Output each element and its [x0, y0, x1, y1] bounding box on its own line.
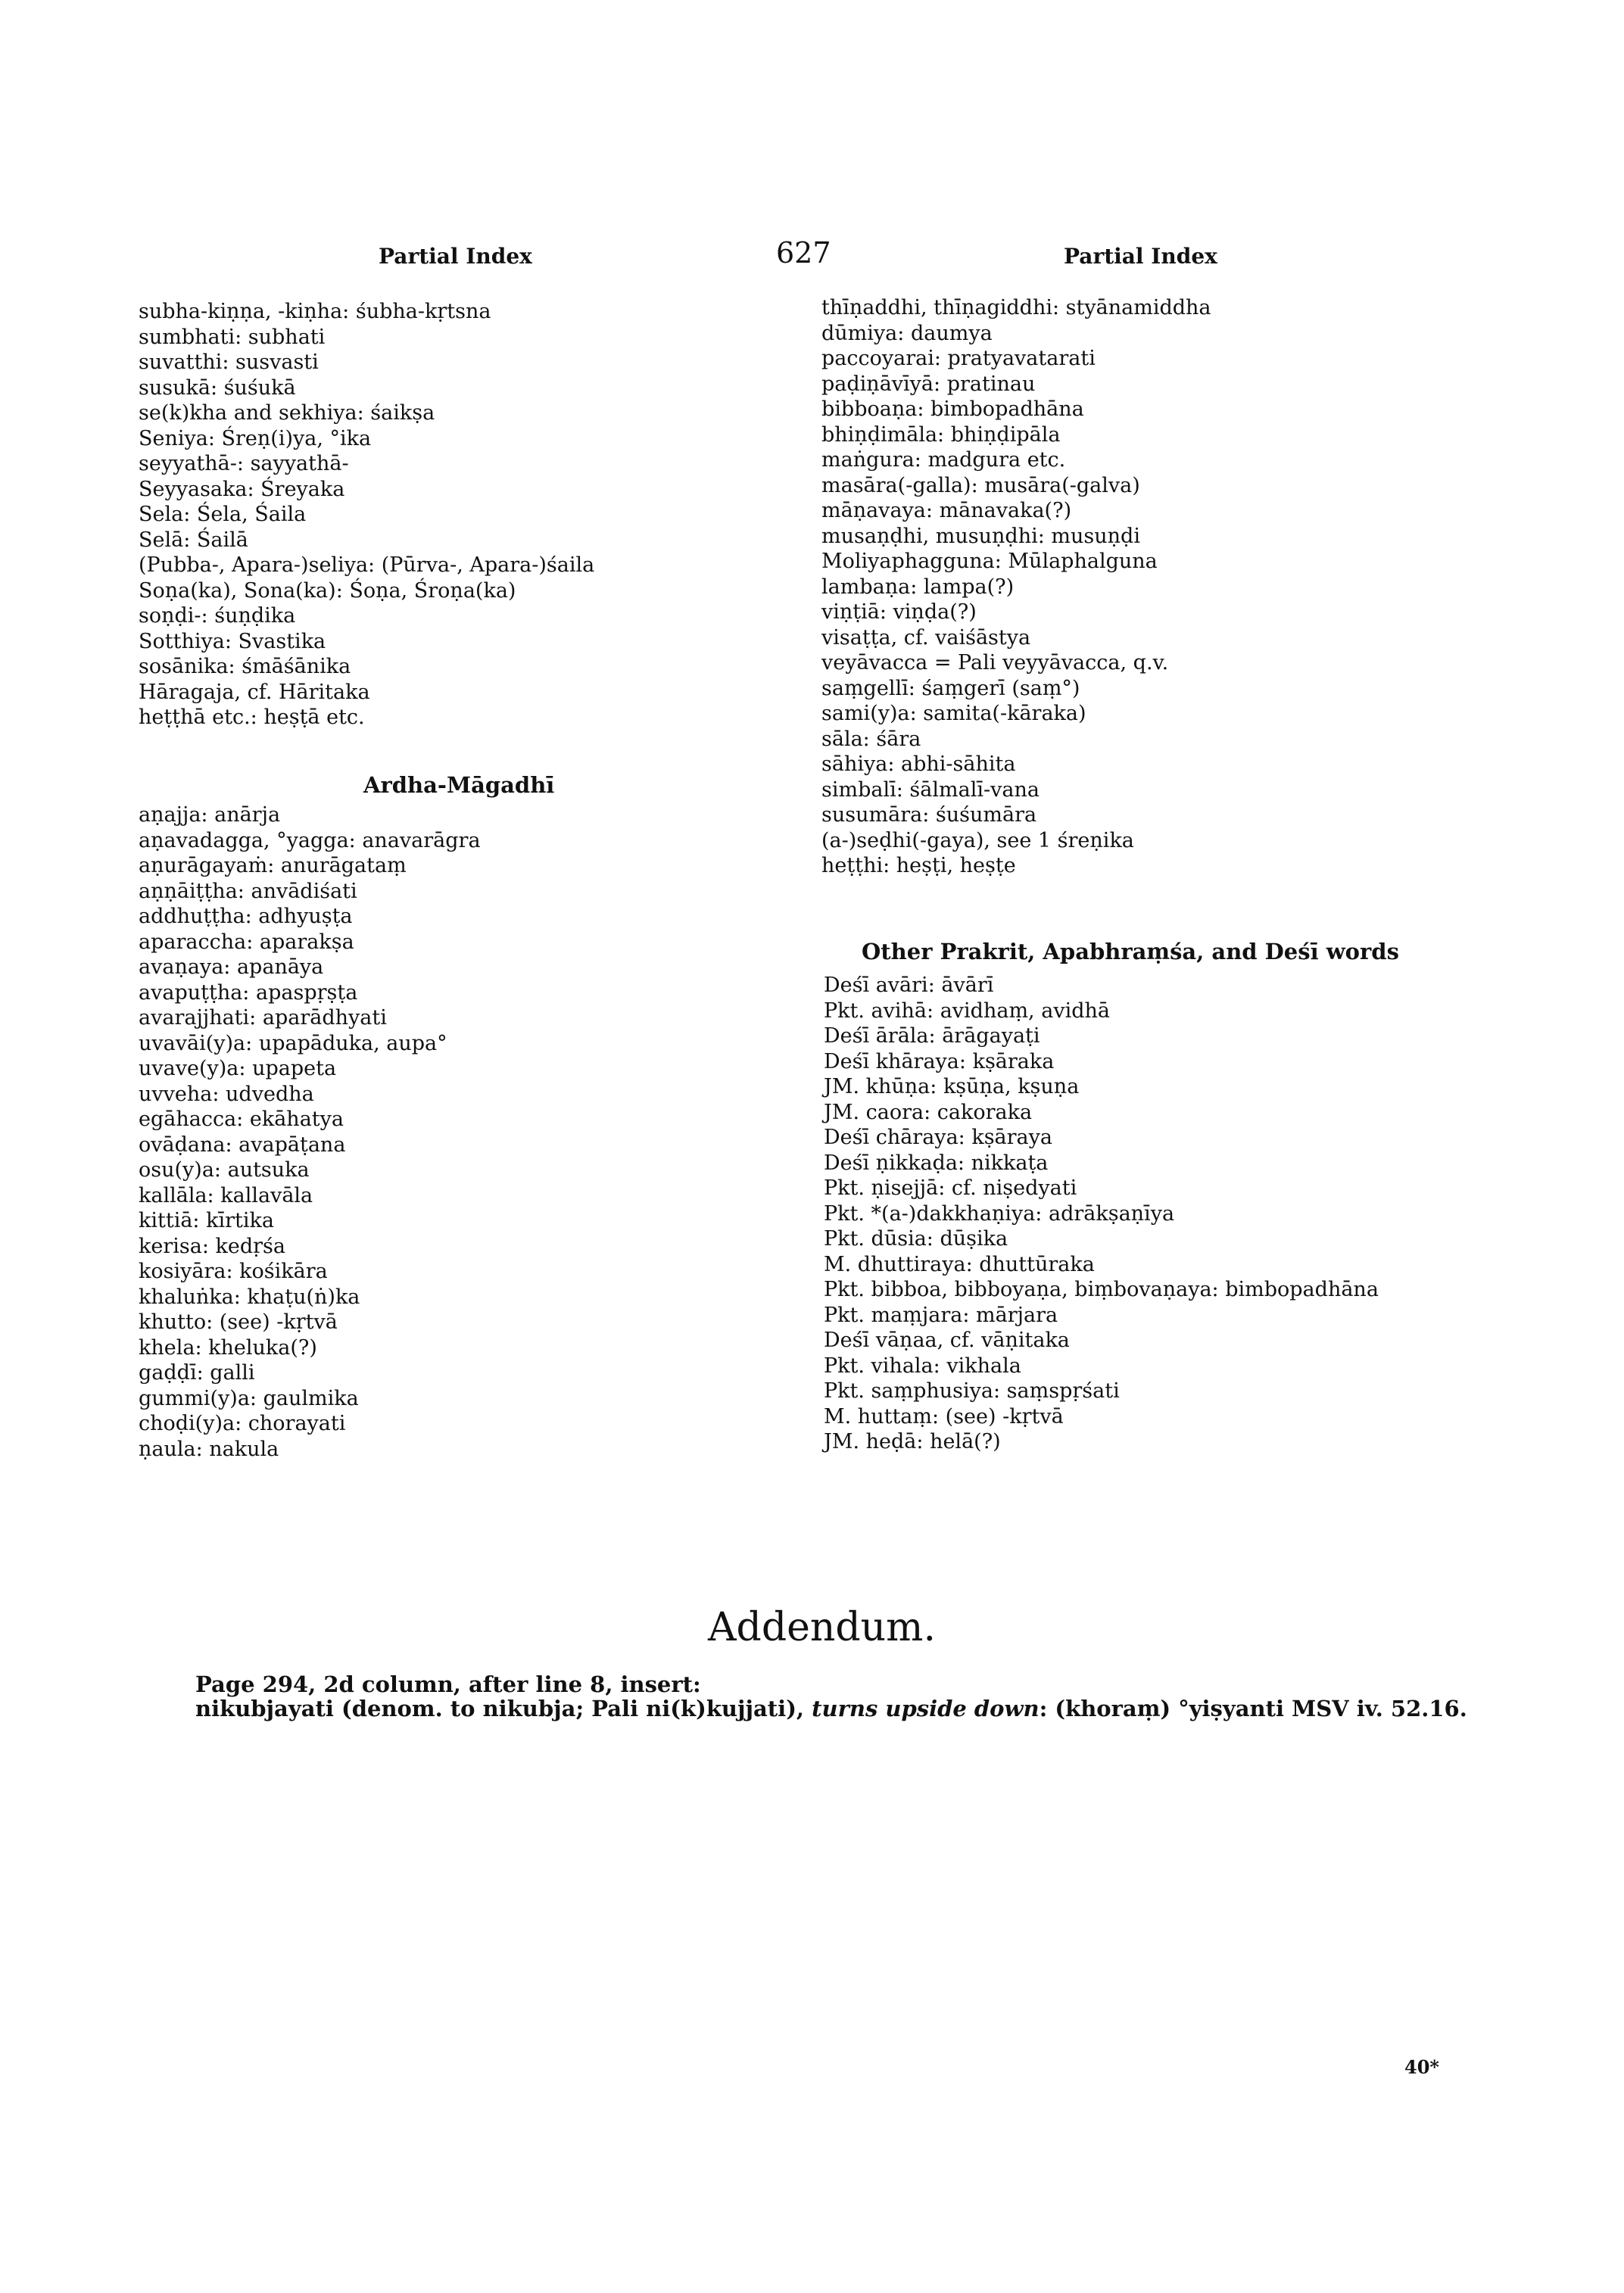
index-entry: aṇajja: anārja — [139, 803, 281, 827]
index-entry: paccoyarai: pratyavatarati — [821, 347, 1096, 370]
index-entry: Pkt. dūsia: dūṣika — [824, 1227, 1008, 1251]
index-entry: Soṇa(ka), Sona(ka): Śoṇa, Śroṇa(ka) — [139, 578, 516, 603]
other-prakrit-heading: Other Prakrit, Apabhraṃśa, and Deśī words — [862, 939, 1399, 964]
index-entry: saṃgellī: śaṃgerī (saṃ°) — [821, 676, 1080, 700]
index-entry: heṭṭhā etc.: heṣṭā etc. — [139, 706, 365, 729]
addendum-headword: nikubjayati — [195, 1696, 334, 1721]
index-entry: Pkt. *(a-)dakkhaṇiya: adrākṣaṇīya — [824, 1201, 1175, 1226]
index-entry: Deśī khāraya: kṣāraka — [824, 1049, 1055, 1073]
signature-mark: 40* — [1404, 2056, 1439, 2078]
index-entry: kittiā: kīrtika — [139, 1209, 274, 1232]
addendum-ref: nikubja — [482, 1696, 576, 1721]
addendum-entry — [195, 1696, 1467, 1721]
index-entry: bhiṇḍimāla: bhiṇḍipāla — [821, 422, 1061, 447]
index-entry: Deśī chāraya: kṣāraya — [824, 1126, 1053, 1149]
index-entry: māṇavaya: mānavaka(?) — [821, 499, 1072, 522]
index-entry: subha-kiṇṇa, -kiṇha: śubha-kṛtsna — [139, 300, 491, 323]
index-entry: addhuṭṭha: adhyuṣṭa — [139, 905, 353, 928]
index-entry: Selā: Śailā — [139, 528, 248, 552]
page-number: 627 — [776, 236, 831, 269]
addendum-gloss: turns upside down — [812, 1696, 1040, 1721]
addendum-text-3: : (khoraṃ) °yiṣyanti MSV iv. 52.16. — [1039, 1696, 1467, 1721]
index-entry: paḍiṇāvīyā: pratinau — [821, 372, 1036, 396]
index-entry: Sotthiya: Svastika — [139, 629, 326, 653]
index-entry: visaṭṭa, cf. vaiśāstya — [821, 625, 1031, 650]
index-entry: seyyathā-: sayyathā- — [139, 452, 349, 475]
index-entry: Moliyaphagguna: Mūlaphalguna — [821, 550, 1158, 573]
index-entry: gaḍḍī: galli — [139, 1361, 255, 1385]
index-entry: sami(y)a: samita(-kāraka) — [821, 702, 1086, 725]
index-entry: avarajjhati: aparādhyati — [139, 1006, 387, 1030]
index-entry: Pkt. vihala: vikhala — [824, 1354, 1021, 1378]
addendum-title: Addendum. — [708, 1605, 937, 1650]
index-entry: Seyyasaka: Śreyaka — [139, 477, 345, 501]
index-entry: ovāḍana: avapāṭana — [139, 1132, 346, 1157]
index-entry: thīṇaddhi, thīṇagiddhi: styānamiddha — [821, 296, 1211, 319]
index-entry: maṅgura: madgura etc. — [821, 448, 1066, 472]
index-entry: aṇurāgayaṁ: anurāgataṃ — [139, 854, 407, 877]
index-entry: gummi(y)a: gaulmika — [139, 1386, 359, 1410]
index-entry: khela: kheluka(?) — [139, 1335, 317, 1360]
index-entry: dūmiya: daumya — [821, 321, 993, 345]
index-entry: JM. khūṇa: kṣūṇa, kṣuṇa — [824, 1075, 1080, 1098]
index-entry: aṇavadagga, °yagga: anavarāgra — [139, 828, 481, 852]
index-entry: choḍi(y)a: chorayati — [139, 1412, 346, 1435]
index-entry: suvatthi: susvasti — [139, 350, 319, 374]
index-entry: Deśī vāṇaa, cf. vāṇitaka — [824, 1329, 1070, 1352]
index-entry: egāhacca: ekāhatya — [139, 1108, 344, 1131]
index-entry: Deśī avāri: āvārī — [824, 974, 994, 997]
addendum-text-2: ; Pali ni(k)kujjati), — [575, 1696, 812, 1721]
index-entry: susumāra: śuśumāra — [821, 803, 1037, 827]
index-entry: masāra(-galla): musāra(-galva) — [821, 473, 1140, 497]
index-entry: avapuṭṭha: apaspṛṣṭa — [139, 980, 358, 1005]
index-entry: uvveha: udvedha — [139, 1082, 314, 1106]
index-entry: (a-)seḍhi(-gaya), see 1 śreṇika — [821, 828, 1134, 852]
index-entry: uvavāi(y)a: upapāduka, aupa° — [139, 1031, 447, 1055]
header-right-title: Partial Index — [1064, 244, 1217, 269]
index-entry: ṇaula: nakula — [139, 1437, 279, 1461]
left-pali-list — [139, 299, 594, 731]
index-entry: Deśī ṇikkaḍa: nikkaṭa — [824, 1151, 1049, 1175]
index-entry: uvave(y)a: upapeta — [139, 1057, 337, 1080]
index-entry: Deśī ārāla: ārāgayaṭi — [824, 1024, 1040, 1048]
index-entry: Hāragaja, cf. Hāritaka — [139, 680, 370, 704]
addendum-instruction: Page 294, 2d column, after line 8, insert: — [195, 1671, 701, 1697]
index-entry: khaluṅka: khaṭu(ṅ)ka — [139, 1285, 360, 1309]
index-entry: khutto: (see) -kṛtvā — [139, 1310, 338, 1334]
ardha-magadhi-list — [139, 802, 481, 1462]
index-entry: Pkt. avihā: avidhaṃ, avidhā — [824, 999, 1110, 1023]
index-entry: JM. caora: cakoraka — [824, 1100, 1033, 1124]
index-entry: avaṇaya: apanāya — [139, 955, 324, 979]
addendum-text-1: (denom. to — [333, 1696, 483, 1721]
index-entry: heṭṭhi: heṣṭi, heṣṭe — [821, 854, 1016, 877]
index-entry: kallāla: kallavāla — [139, 1183, 313, 1207]
index-entry: Seniya: Śreṇ(i)ya, °ika — [139, 426, 372, 450]
index-entry: Pkt. ṇisejjā: cf. niṣedyati — [824, 1176, 1077, 1200]
index-entry: sāla: śāra — [821, 727, 921, 751]
index-entry: sosānika: śmāśānika — [139, 655, 351, 678]
index-entry: sāhiya: abhi-sāhita — [821, 752, 1016, 776]
right-pali-list — [821, 295, 1211, 879]
ardha-magadhi-heading: Ardha-Māgadhī — [363, 772, 555, 798]
index-entry: susukā: śuśukā — [139, 375, 296, 400]
index-entry: se(k)kha and sekhiya: śaikṣa — [139, 401, 435, 425]
index-entry: bibboaṇa: bimbopadhāna — [821, 397, 1084, 421]
header-left-title: Partial Index — [379, 244, 532, 269]
index-entry: (Pubba-, Apara-)seliya: (Pūrva-, Apara-)śaila — [139, 553, 595, 577]
index-entry: Pkt. maṃjara: mārjara — [824, 1303, 1058, 1327]
index-entry: sumbhati: subhati — [139, 325, 326, 349]
index-entry: viṇṭiā: viṇḍa(?) — [821, 600, 977, 624]
index-entry: JM. heḍā: helā(?) — [824, 1430, 1001, 1453]
index-entry: kosiyāra: kośikāra — [139, 1260, 328, 1283]
index-entry: musaṇḍhi, musuṇḍhi: musuṇḍi — [821, 524, 1140, 548]
index-entry: kerisa: kedṛśa — [139, 1234, 285, 1258]
index-entry: Pkt. saṃphusiya: saṃspṛśati — [824, 1379, 1120, 1403]
index-entry: soṇḍi-: śuṇḍika — [139, 604, 296, 628]
index-entry: M. dhuttiraya: dhuttūraka — [824, 1252, 1095, 1276]
index-entry: lambaṇa: lampa(?) — [821, 575, 1015, 599]
other-prakrit-list — [824, 973, 1379, 1455]
index-entry: Sela: Śela, Śaila — [139, 503, 307, 526]
index-entry: aparaccha: aparakṣa — [139, 930, 354, 954]
index-entry: M. huttaṃ: (see) -kṛtvā — [824, 1404, 1064, 1428]
index-entry: aṇṇāiṭṭha: anvādiśati — [139, 879, 357, 903]
index-entry: simbalī: śālmalī-vana — [821, 777, 1040, 802]
index-entry: osu(y)a: autsuka — [139, 1158, 310, 1182]
index-entry: Pkt. bibboa, bibboyaṇa, biṃbovaṇaya: bimbopadhāna — [824, 1278, 1379, 1301]
index-entry: veyāvacca = Pali veyyāvacca, q.v. — [821, 651, 1169, 675]
